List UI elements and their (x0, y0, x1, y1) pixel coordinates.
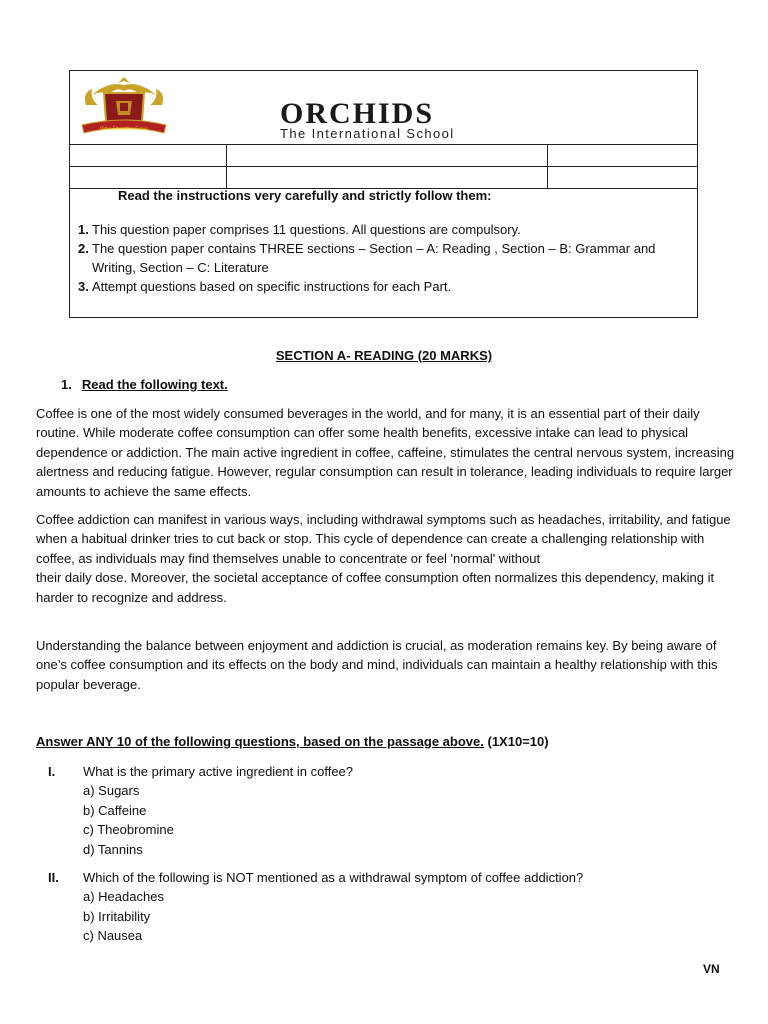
section-a-title: SECTION A- READING (20 MARKS) (275, 348, 493, 363)
passage-paragraph-2: Coffee addiction can manifest in various ways, including withdrawal symptoms such as headaches, irritability, and fatigue when a habitual drinker tries to cut back or stop. This cycle of dependence can create a challenging relationship with coffee, as individuals may find themselves unable to concentrate or feel 'normal' without their daily dose. Moreover, the societal acceptance of coffee consumption often normalizes this dependency, making it harder to recognize and address. (36, 512, 731, 605)
blank-info-row-2 (70, 166, 697, 189)
crest-banner-text: Vidya Education Group (100, 126, 148, 131)
info-cell (226, 144, 548, 166)
info-cell (547, 166, 697, 188)
option: c) Theobromine (83, 822, 174, 838)
instruction-item: 3. Attempt questions based on specific instructions for each Part. (78, 279, 452, 294)
option: a) Sugars (83, 783, 140, 799)
info-cell (70, 166, 227, 188)
passage-paragraph-1: Coffee is one of the most widely consumed beverages in the world, and for many, it is an essential part of their daily routine. While moderate coffee consumption can offer some health benefits, excessive intake can lead to physical dependence or addiction. The main active ingredient in coffee, caffeine, stimulates the central nervous system, increasing alertness and reducing fatigue. However, regular consumption can result in tolerance, leading individuals to require larger amounts to achieve the same effects. (36, 406, 735, 499)
answer-marks: (1X10=10) (487, 734, 549, 749)
option: b) Irritability (83, 908, 151, 924)
blank-info-row-1 (70, 144, 697, 167)
question-number: I. (48, 764, 56, 779)
school-crest-logo (78, 75, 170, 141)
instruction-item: 1. This question paper comprises 11 questions. All questions are compulsory. (78, 222, 521, 237)
options-list (83, 781, 174, 859)
option: a) Headaches (83, 889, 164, 905)
instructions-heading: Read the instructions very carefully and strictly follow them: (118, 188, 492, 203)
school-subtitle: The International School (280, 126, 455, 141)
passage-paragraph-3: Understanding the balance between enjoyment and addiction is crucial, as moderation remains key. By being aware of one’s coffee consumption and its effects on the body and mind, individuals can maintain a healthy relationship with this popular beverage. (36, 638, 718, 692)
question-1-label: 1. Read the following text. (61, 377, 228, 392)
info-cell (547, 144, 697, 166)
info-cell (70, 144, 227, 166)
header-box (69, 70, 698, 318)
option: b) Caffeine (83, 802, 147, 818)
option: c) Nausea (83, 928, 143, 944)
question-text: What is the primary active ingredient in coffee? (83, 764, 354, 779)
options-list (83, 887, 164, 945)
school-name: ORCHIDS (280, 97, 435, 130)
instructions-list (78, 220, 688, 296)
question-number: II. (48, 870, 59, 885)
answer-instructions: Answer ANY 10 of the following questions, based on the passage above. (1X10=10) (36, 734, 549, 749)
question-text: Which of the following is NOT mentioned as a withdrawal symptom of coffee addiction? (83, 870, 584, 885)
logo-row (70, 71, 697, 145)
option: d) Tannins (83, 841, 143, 857)
footer-initials: VN (703, 962, 720, 976)
info-cell (226, 166, 548, 188)
instruction-item: 2. The question paper contains THREE sections – Section – A: Reading , Section – B: Grammar and Writing, Section – C: Literature (78, 241, 656, 275)
